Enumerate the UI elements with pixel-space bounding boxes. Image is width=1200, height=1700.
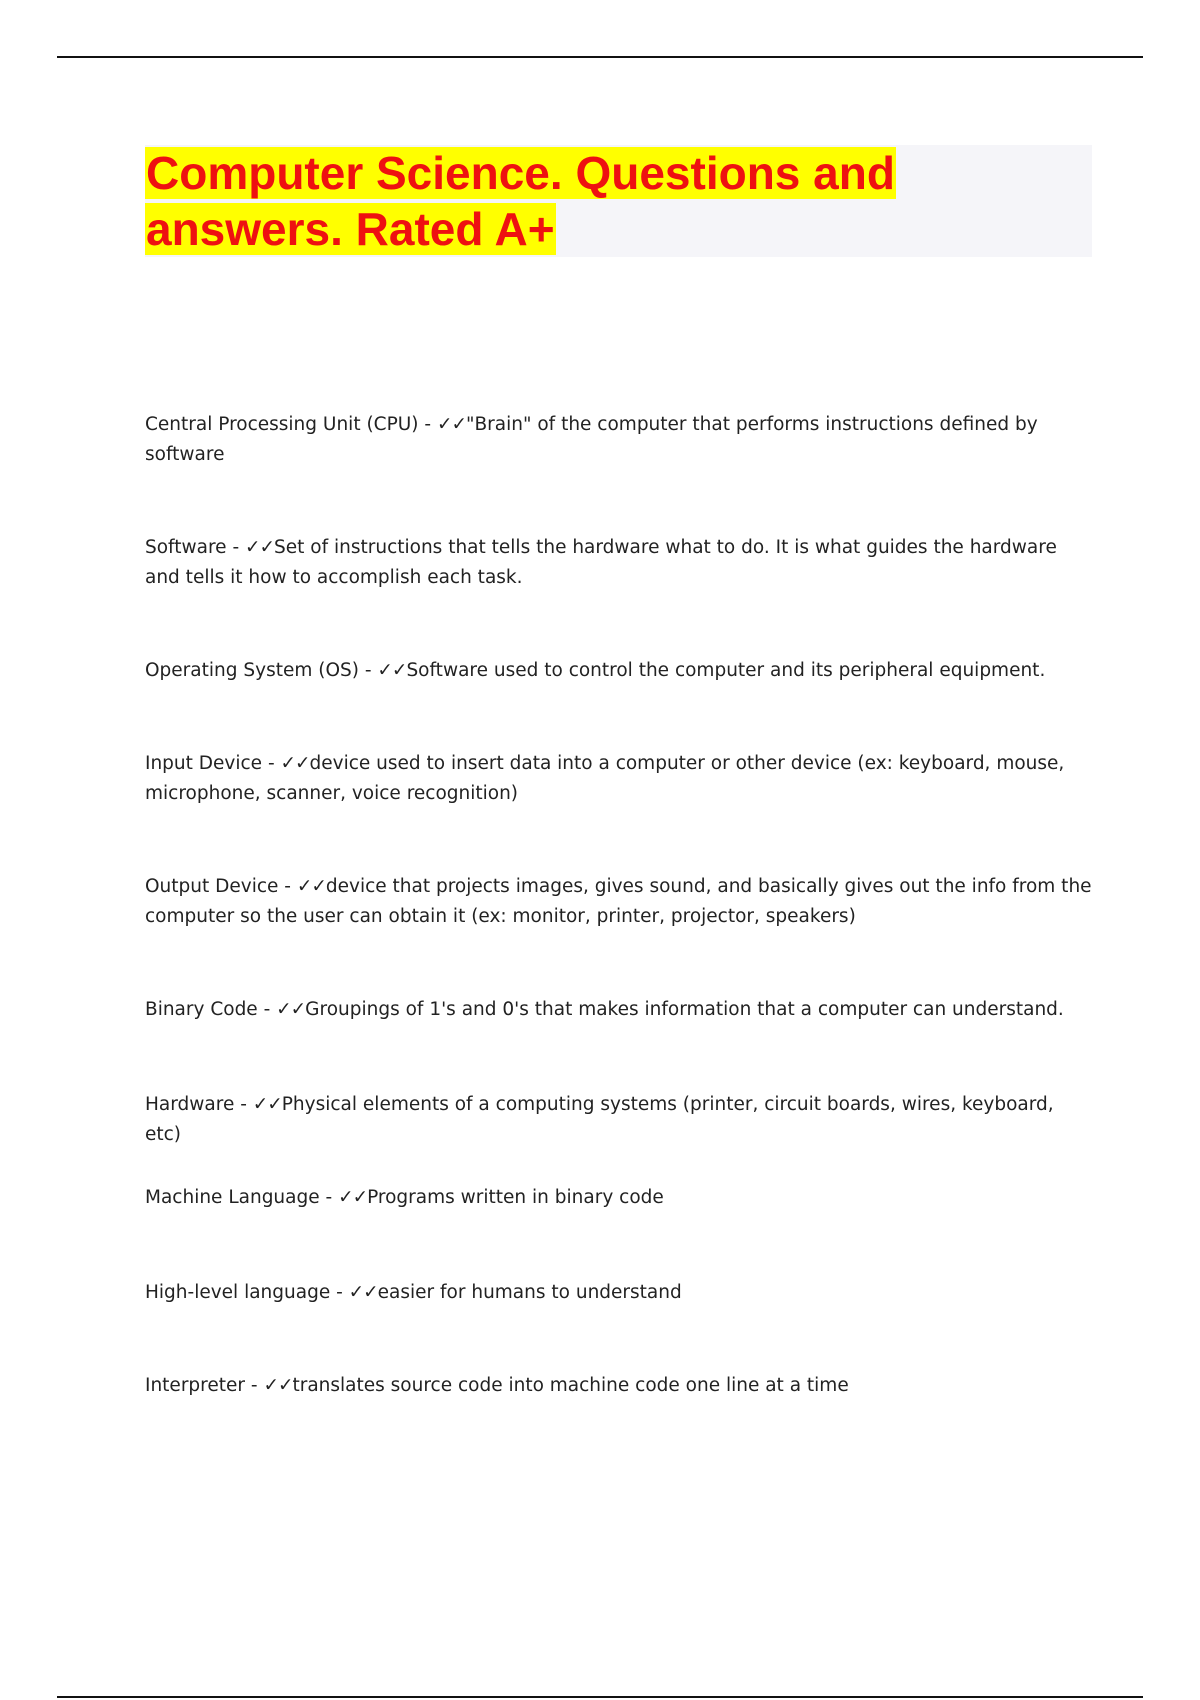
check-icon: ✓✓ <box>296 876 326 897</box>
top-rule <box>57 56 1143 58</box>
item-term: Output Device <box>145 876 279 897</box>
list-item: Interpreter - ✓✓translates source code into machine code one line at a time <box>145 1375 849 1396</box>
check-icon: ✓✓ <box>276 999 306 1020</box>
item-term: Input Device <box>145 753 263 774</box>
item-definition: Groupings of 1's and 0's that makes information that a computer can understand. <box>305 999 1064 1020</box>
list-item: Hardware - ✓✓Physical elements of a computing systems (printer, circuit boards, wires, keyboard, etc) <box>145 1094 1054 1145</box>
title-line-1: Computer Science. Questions and <box>146 147 895 199</box>
item-definition: Physical elements of a computing systems (printer, circuit boards, wires, keyboard, etc) <box>145 1094 1054 1145</box>
item-term: Operating System (OS) <box>145 660 359 681</box>
check-icon: ✓✓ <box>348 1282 378 1303</box>
check-icon: ✓✓ <box>263 1375 293 1396</box>
item-definition: device used to insert data into a computer or other device (ex: keyboard, mouse, microphone, scanner, voice recognition) <box>145 753 1065 804</box>
item-definition: Software used to control the computer and its peripheral equipment. <box>406 660 1046 681</box>
item-term: Machine Language <box>145 1187 320 1208</box>
list-item: Input Device - ✓✓device used to insert data into a computer or other device (ex: keyboard, mouse, microphone, scanner, voice recognition) <box>145 753 1065 804</box>
item-term: Interpreter <box>145 1375 245 1396</box>
item-definition: Set of instructions that tells the hardware what to do. It is what guides the hardware and tells it how to accomplish each task. <box>145 537 1057 588</box>
check-icon: ✓✓ <box>280 753 310 774</box>
title-block <box>145 145 1092 257</box>
check-icon: ✓✓ <box>377 660 407 681</box>
item-term: Central Processing Unit (CPU) <box>145 414 419 435</box>
list-item: Machine Language - ✓✓Programs written in binary code <box>145 1187 664 1208</box>
check-icon: ✓✓ <box>436 414 466 435</box>
list-item: High-level language - ✓✓easier for humans to understand <box>145 1282 682 1303</box>
title-line-2: answers. Rated A+ <box>146 203 555 255</box>
page-title <box>145 145 1092 257</box>
check-icon: ✓✓ <box>338 1187 368 1208</box>
list-item: Central Processing Unit (CPU) - ✓✓"Brain" of the computer that performs instructions defined by software <box>145 414 1038 465</box>
item-term: Binary Code <box>145 999 258 1020</box>
check-icon: ✓✓ <box>245 537 275 558</box>
item-term: Hardware <box>145 1094 235 1115</box>
item-term: High-level language <box>145 1282 331 1303</box>
bottom-rule <box>57 1696 1143 1698</box>
item-definition: "Brain" of the computer that performs instructions defined by software <box>145 414 1038 465</box>
check-icon: ✓✓ <box>252 1094 282 1115</box>
item-definition: easier for humans to understand <box>377 1282 682 1303</box>
item-definition: device that projects images, gives sound, and basically gives out the info from the computer so the user can obtain it (ex: monitor, printer, projector, speakers) <box>145 876 1092 927</box>
list-item: Software - ✓✓Set of instructions that tells the hardware what to do. It is what guides the hardware and tells it how to accomplish each task. <box>145 537 1057 588</box>
list-item: Output Device - ✓✓device that projects images, gives sound, and basically gives out the info from the computer so the user can obtain it (ex: monitor, printer, projector, speakers) <box>145 876 1092 927</box>
list-item: Binary Code - ✓✓Groupings of 1's and 0's that makes information that a computer can understand. <box>145 999 1064 1020</box>
item-definition: Programs written in binary code <box>367 1187 664 1208</box>
list-item: Operating System (OS) - ✓✓Software used to control the computer and its peripheral equipment. <box>145 660 1046 681</box>
item-definition: translates source code into machine code one line at a time <box>292 1375 849 1396</box>
item-term: Software <box>145 537 227 558</box>
